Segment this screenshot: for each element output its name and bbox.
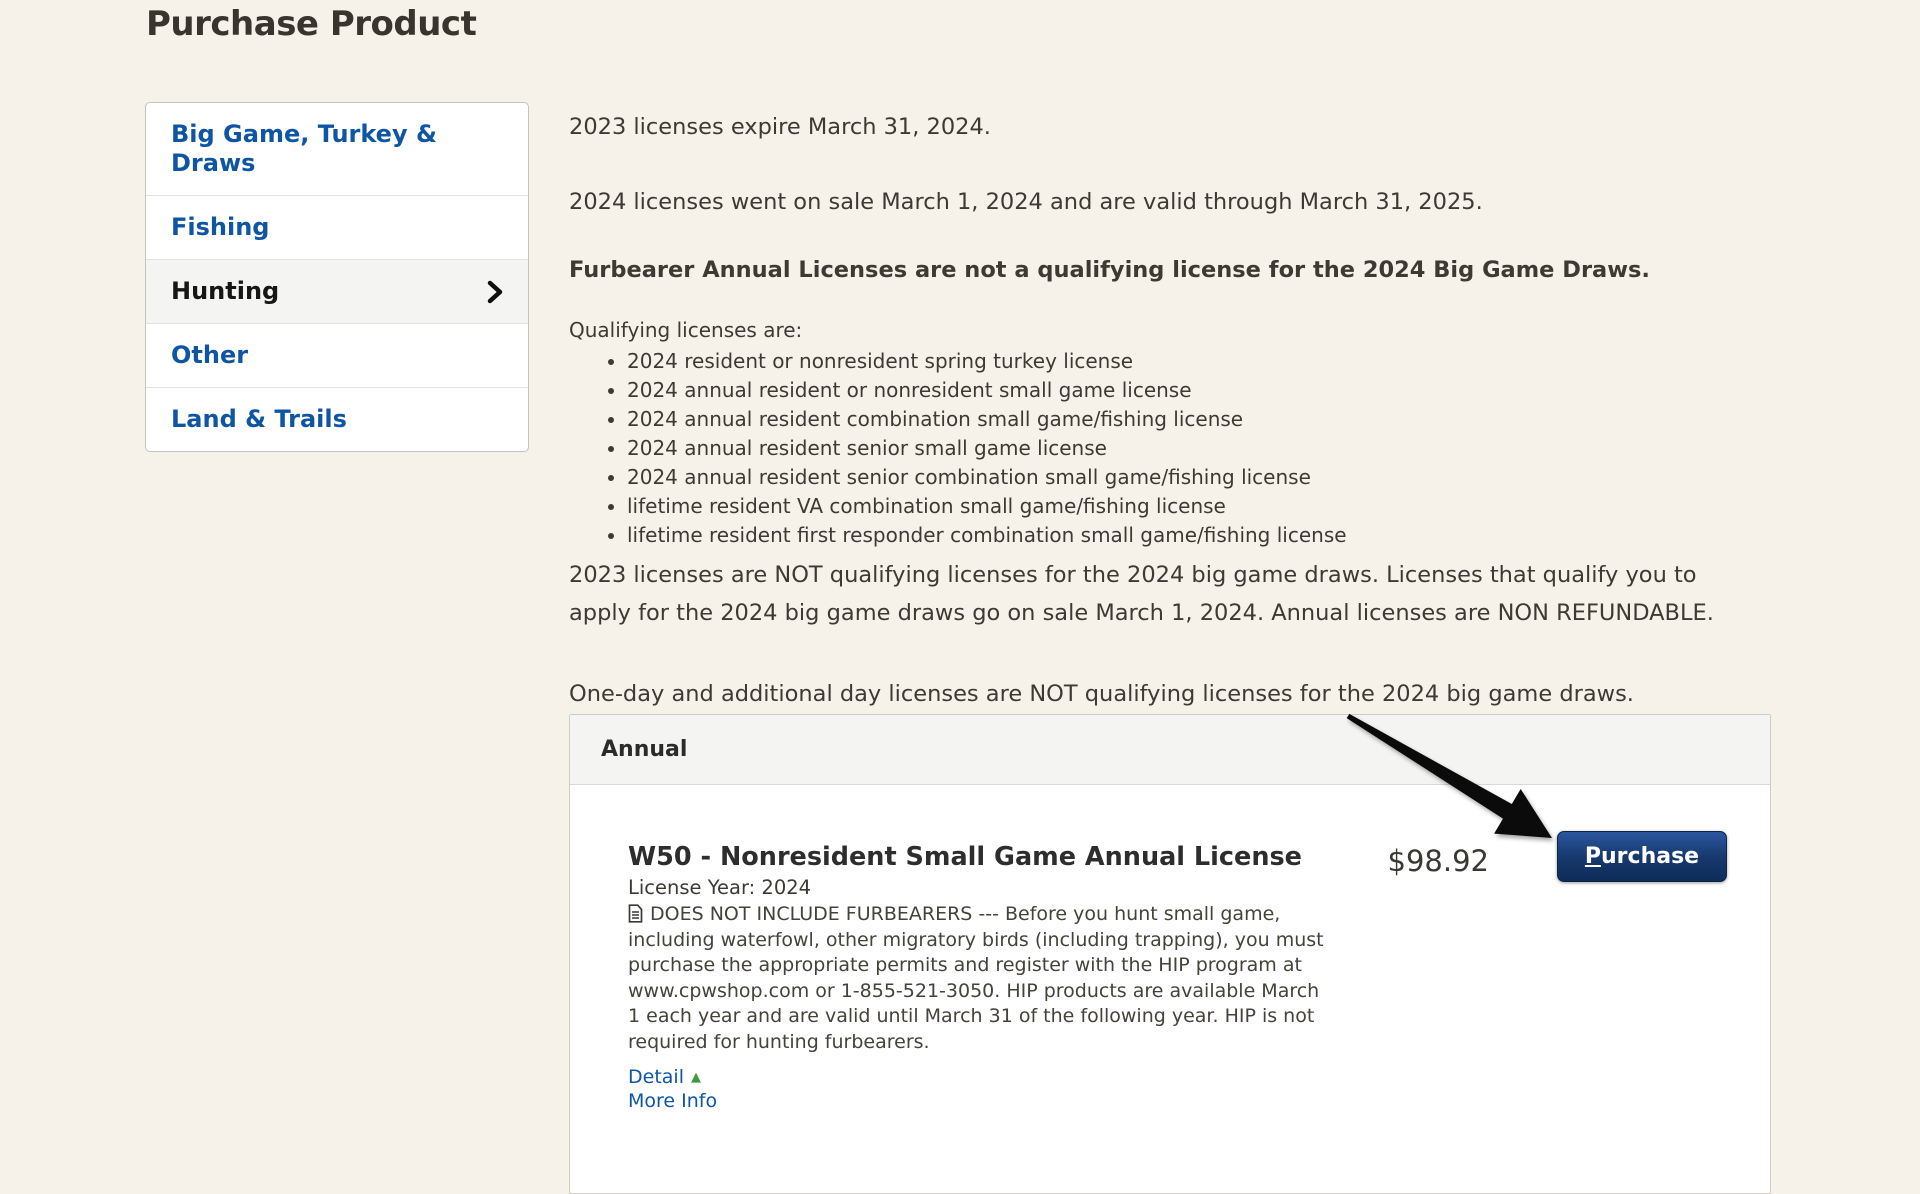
product-title: W50 - Nonresident Small Game Annual License [628, 842, 1302, 872]
sidebar-item-hunting[interactable] [146, 259, 528, 323]
collapse-triangle-icon: ▲ [690, 1070, 701, 1085]
list-item: • 2024 annual resident or nonresident small game license [627, 376, 1772, 405]
annual-license-panel [569, 714, 1771, 1194]
category-sidebar [145, 102, 529, 452]
sidebar-item-label: Big Game, Turkey & Draws [171, 120, 437, 177]
sidebar-item-label: Land & Trails [171, 405, 347, 433]
more-info-link[interactable]: More Info [628, 1090, 718, 1112]
list-item: • 2024 resident or nonresident spring turkey license [627, 347, 1772, 376]
one-day-note: One-day and additional day licenses are NOT qualifying licenses for the 2024 big game draws. [569, 681, 1634, 707]
page-title: Purchase Product [146, 4, 477, 44]
product-description-text: DOES NOT INCLUDE FURBEARERS --- Before you hunt small game, including waterfowl, other migratory birds (including trapping), you must purchase the appropriate permits and register with the HIP program at www.cpwshop.com or 1-855-521-3050. HIP products are available March 1 each year and are valid until March 31 of the following year. HIP is not required for hunting furbearers. [628, 903, 1324, 1053]
list-item: • lifetime resident first responder combination small game/fishing license [627, 521, 1772, 550]
license-expiry-note: 2023 licenses expire March 31, 2024. [569, 114, 991, 140]
main-content [569, 102, 1772, 1194]
qualifying-intro: Qualifying licenses are: [569, 318, 803, 342]
product-price: $98.92 [1387, 844, 1489, 878]
list-item: • 2024 annual resident combination small game/fishing license [627, 405, 1772, 434]
sidebar-item-label: Other [171, 341, 249, 369]
product-row [570, 785, 1770, 1193]
list-item: • lifetime resident VA combination small game/fishing license [627, 492, 1772, 521]
product-description [628, 902, 1328, 1055]
document-icon [628, 904, 643, 923]
detail-link[interactable]: Detail ▲ [628, 1066, 701, 1088]
furbearer-warning: Furbearer Annual Licenses are not a qualifying license for the 2024 Big Game Draws. [569, 257, 1650, 283]
chevron-right-icon [487, 280, 503, 304]
big-game-draws-note: 2023 licenses are NOT qualifying licenses for the 2024 big game draws. Licenses that qualify you to apply for the 2024 big game draws go on sale March 1, 2024. Annual licenses are NON REFUNDABLE. [569, 562, 1714, 626]
license-sale-note: 2024 licenses went on sale March 1, 2024 and are valid through March 31, 2025. [569, 189, 1483, 215]
sidebar-item-fishing[interactable] [146, 195, 528, 259]
list-item: • 2024 annual resident senior small game license [627, 434, 1772, 463]
sidebar-item-label: Fishing [171, 213, 270, 241]
product-info [628, 842, 1460, 1113]
panel-header: Annual [570, 715, 1770, 785]
purchase-button[interactable]: Purchase [1557, 831, 1727, 882]
qualifying-license-list [569, 347, 1772, 550]
sidebar-item-big-game-turkey-draws[interactable] [146, 103, 528, 195]
license-year: License Year: 2024 [628, 876, 812, 899]
sidebar-item-label: Hunting [171, 277, 280, 305]
sidebar-item-other[interactable] [146, 323, 528, 387]
sidebar-item-land-trails[interactable] [146, 387, 528, 451]
list-item: • 2024 annual resident senior combination small game/fishing license [627, 463, 1772, 492]
